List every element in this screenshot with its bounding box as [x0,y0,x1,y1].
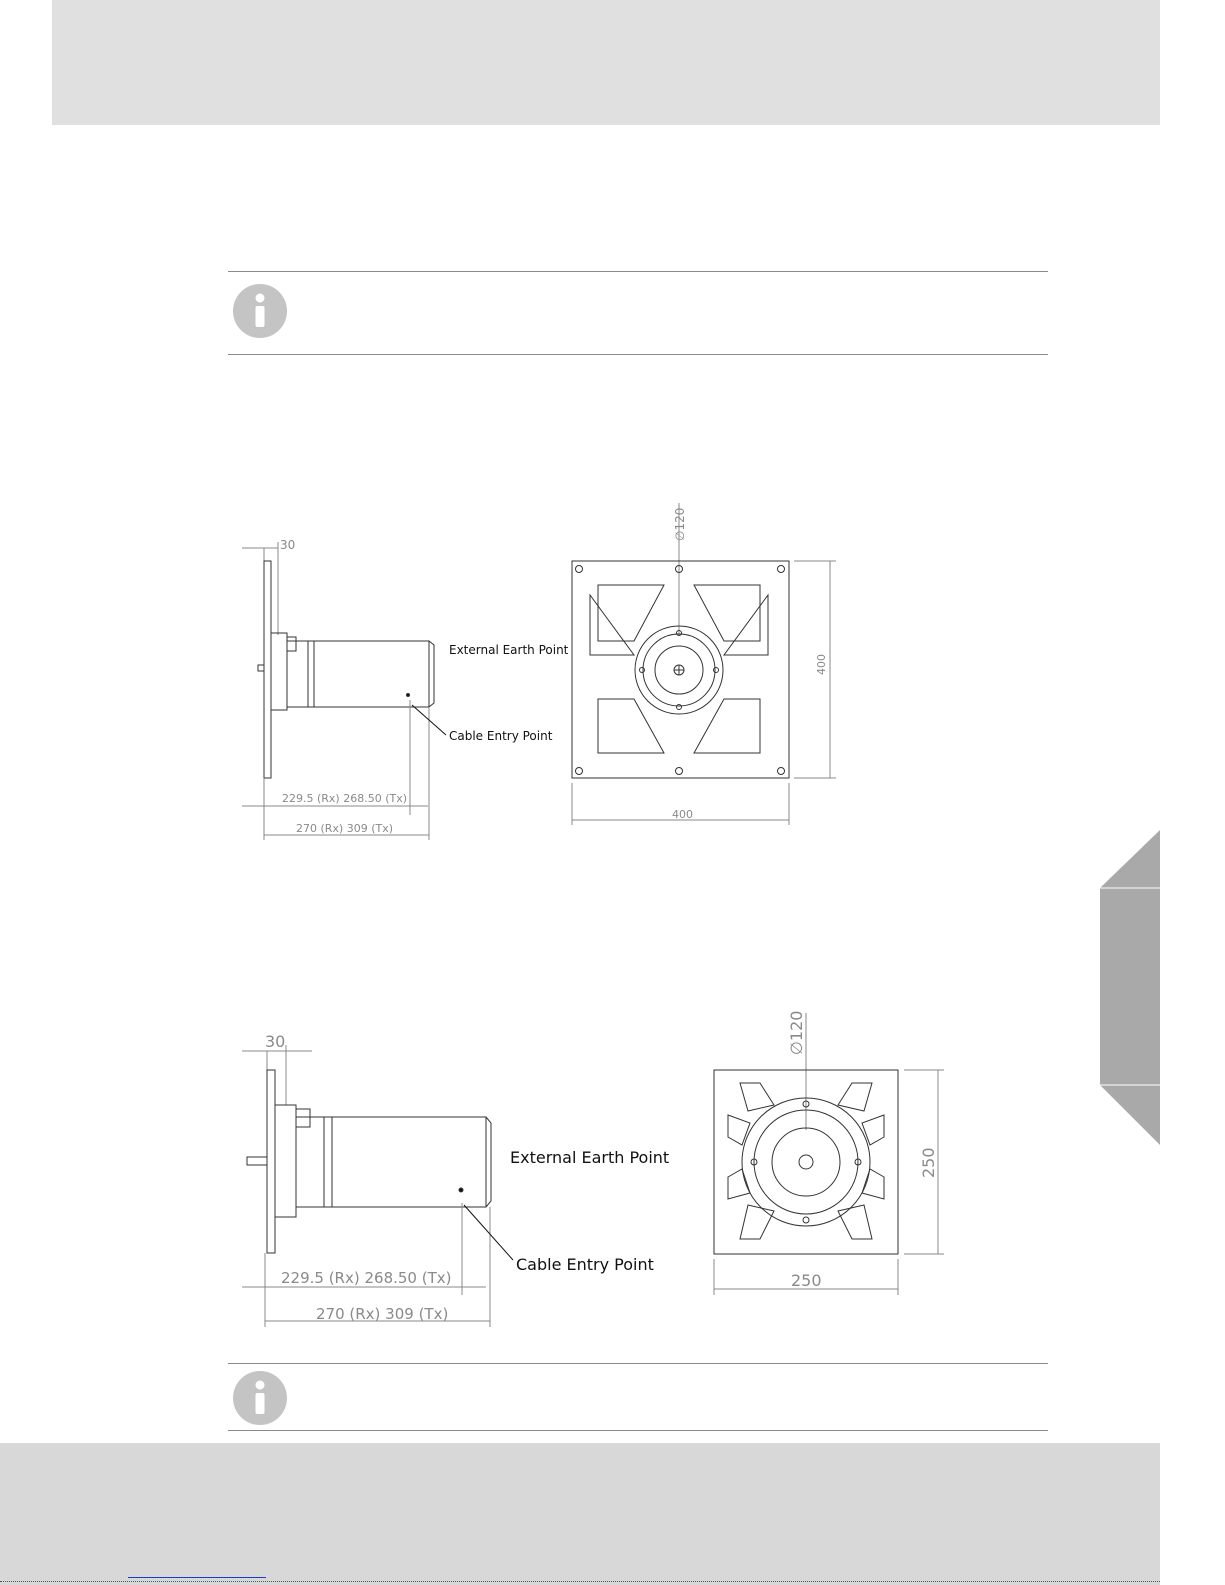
dim-diameter: ∅120 [787,1010,806,1055]
info-icon [232,1370,288,1426]
label-external-earth: External Earth Point [449,643,569,657]
dim-diameter: ∅120 [673,507,687,541]
label-cable-entry: Cable Entry Point [516,1255,654,1274]
label-external-earth: External Earth Point [510,1148,670,1167]
dim-plate-width: 400 [672,808,693,821]
label-cable-entry: Cable Entry Point [449,729,553,743]
page-header-band [52,0,1160,125]
dim-body-length: 229.5 (Rx) 268.50 (Tx) [281,1269,452,1287]
info-icon [232,283,288,339]
info-note-bottom [228,1363,1048,1431]
drawing-400-plate [228,495,848,845]
dim-total-length: 270 (Rx) 309 (Tx) [316,1305,449,1323]
dim-plate-height: 250 [919,1147,938,1178]
dim-flange-width: 30 [265,1032,286,1051]
dim-total-length: 270 (Rx) 309 (Tx) [296,822,394,835]
footer-dotted-rule [0,1581,1160,1582]
dim-plate-width: 250 [791,1271,822,1290]
chapter-tab-marker [1100,830,1160,1145]
front-view [572,503,836,825]
front-view [714,1010,944,1295]
page-footer-band [0,1443,1160,1585]
dim-flange-width: 30 [280,538,296,552]
drawing-250-plate [228,1005,968,1335]
footer-link-underline[interactable] [128,1577,266,1578]
dim-body-length: 229.5 (Rx) 268.50 (Tx) [282,792,408,805]
dim-plate-height: 400 [815,654,828,675]
info-note-top [228,271,1048,355]
